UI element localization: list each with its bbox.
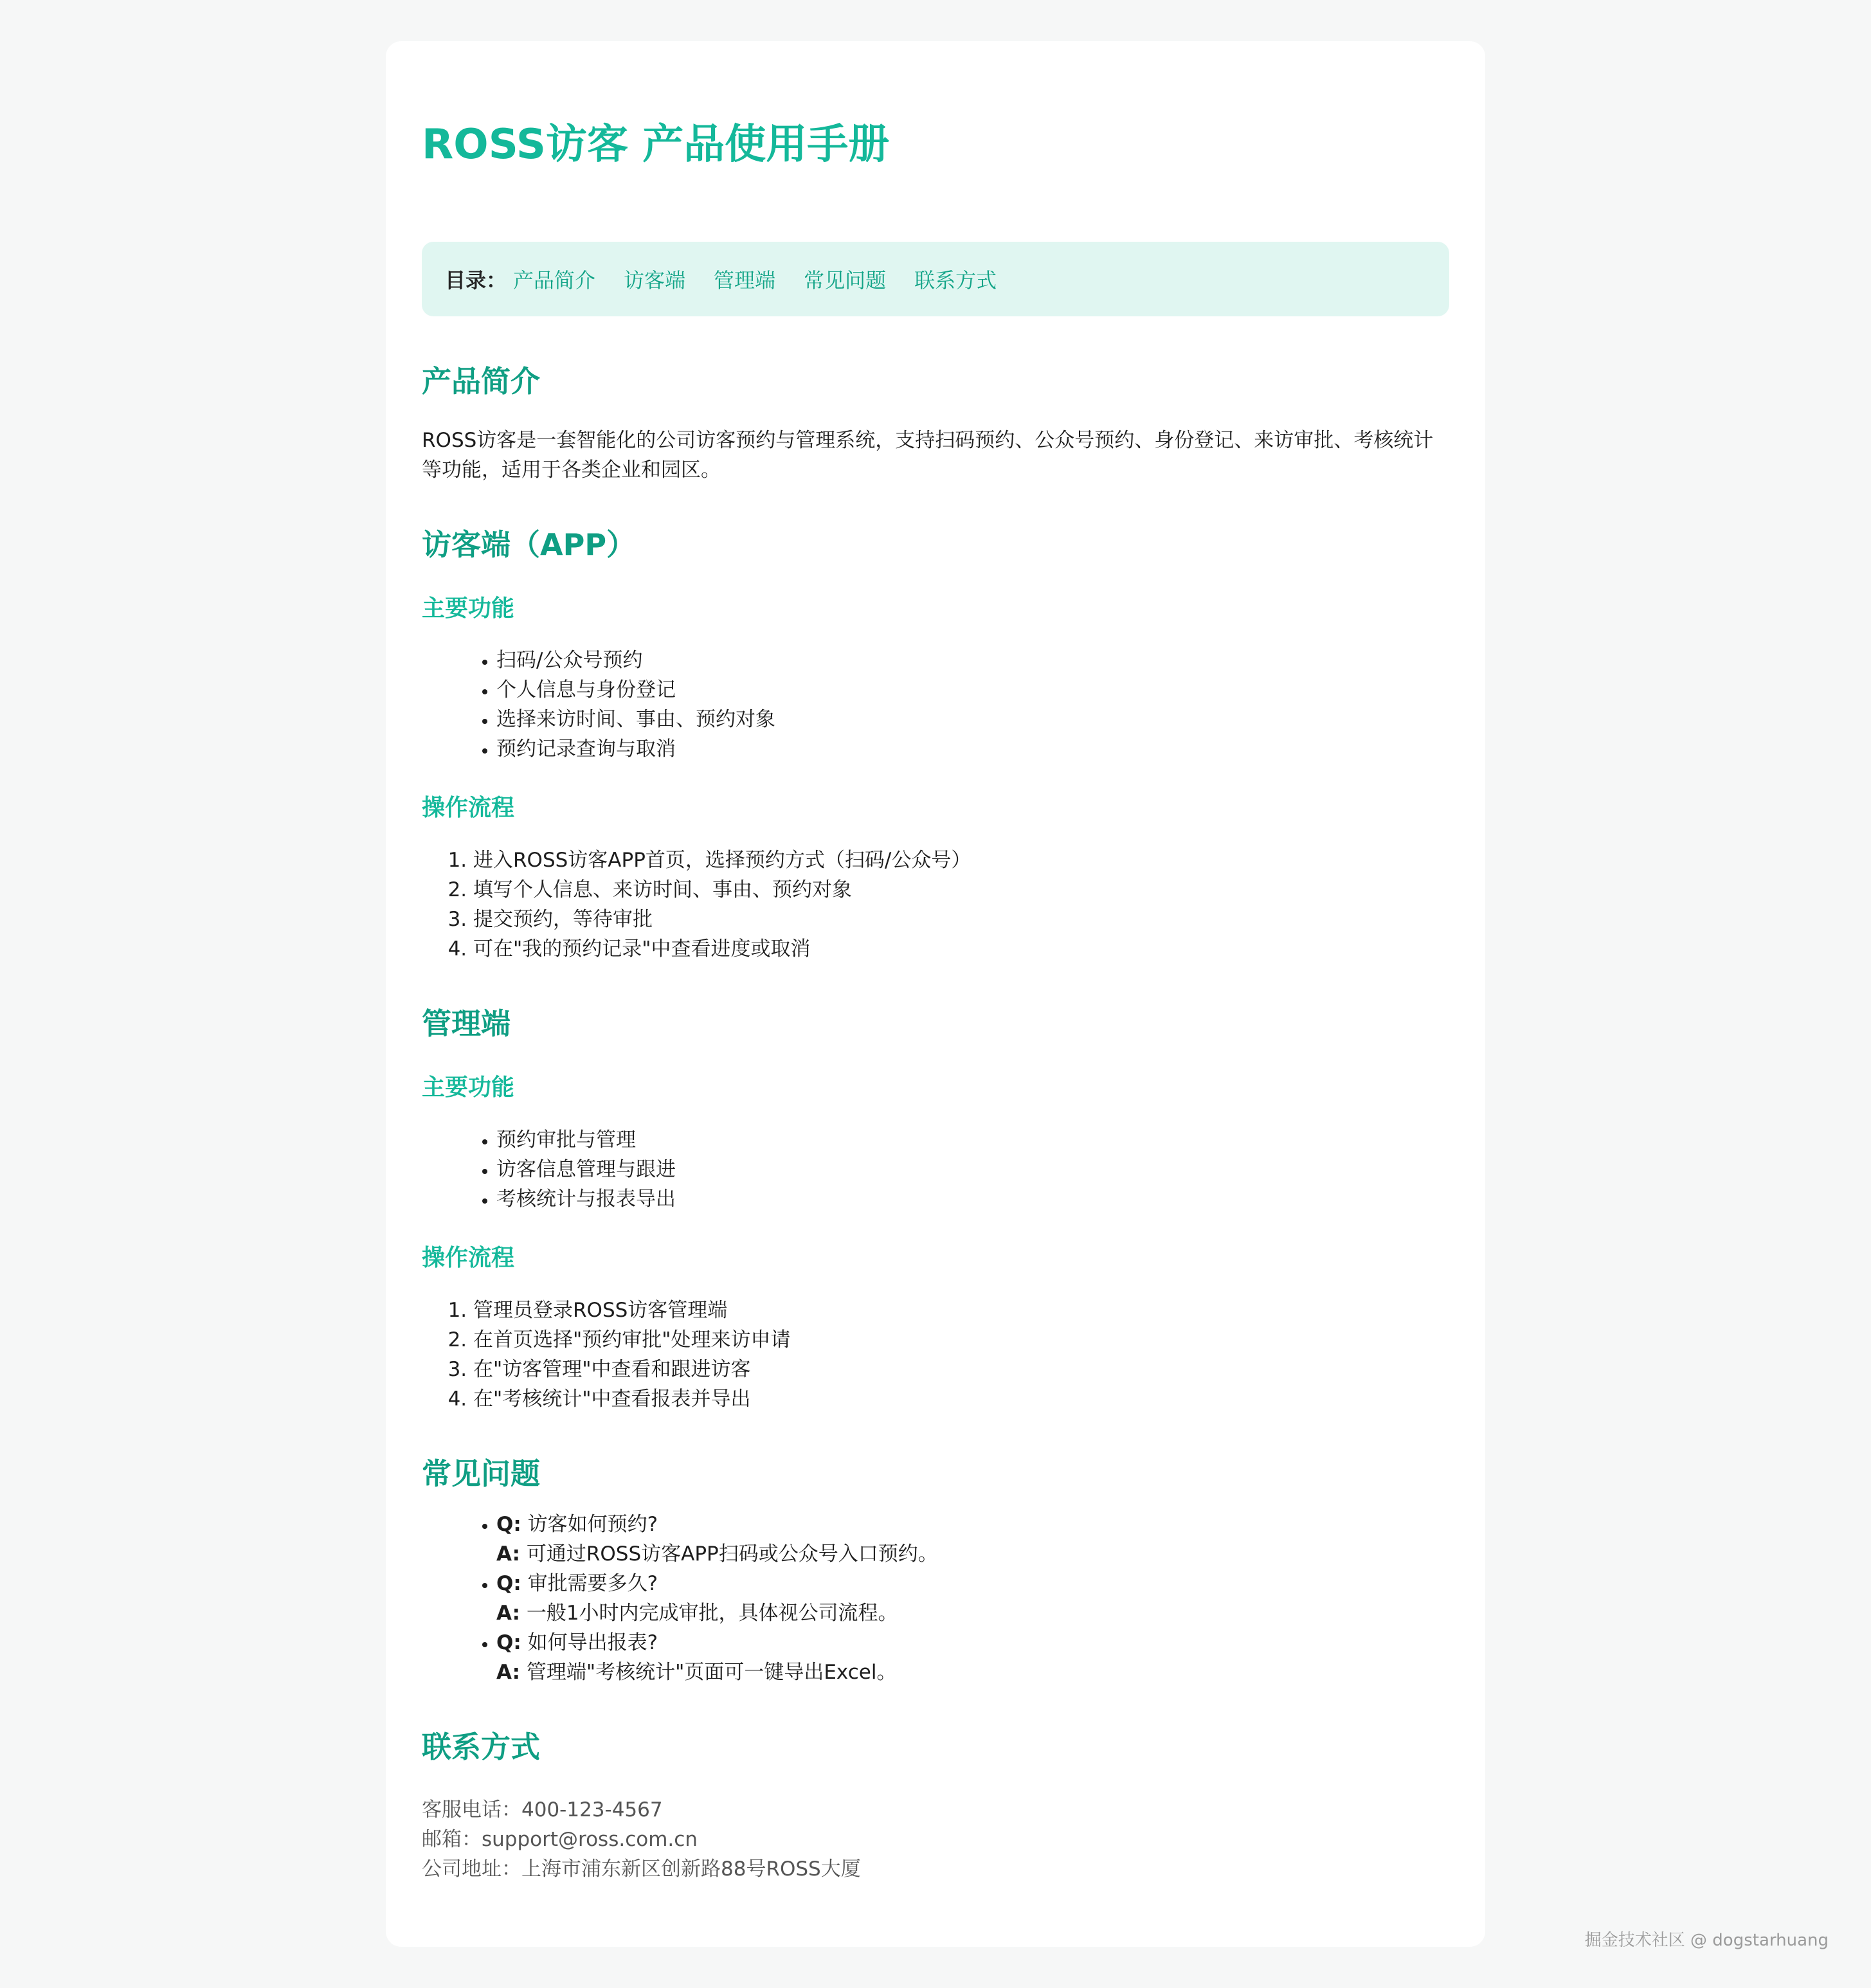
contact-address: 公司地址：上海市浦东新区创新路88号ROSS大厦	[422, 1857, 861, 1881]
contact-section	[422, 1728, 1449, 1884]
faq-list	[422, 1510, 1449, 1687]
contact-heading: 联系方式	[422, 1730, 540, 1765]
list-item: • 选择来访时间、事由、预约对象	[496, 705, 1449, 734]
admin-section	[422, 1005, 1449, 1413]
list-item: • 预约记录查询与取消	[496, 734, 1449, 764]
answer-label: A:	[496, 1542, 520, 1566]
toc-link-visitor[interactable]: 访客端	[624, 268, 686, 293]
list-item: 2. 填写个人信息、来访时间、事由、预约对象	[473, 875, 1449, 905]
intro-text: ROSS访客是一套智能化的公司访客预约与管理系统，支持扫码预约、公众号预约、身份登记、来访审批、考核统计等功能，适用于各类企业和园区。	[422, 428, 1434, 482]
question-text: 访客如何预约?	[527, 1513, 658, 1537]
toc-link-faq[interactable]: 常见问题	[804, 268, 887, 293]
toc-link-intro[interactable]: 产品简介	[513, 268, 596, 293]
list-item: • 扫码/公众号预约	[496, 646, 1449, 675]
table-of-contents	[422, 242, 1449, 316]
admin-steps-list	[422, 1296, 1449, 1414]
toc-label: 目录：	[445, 268, 507, 293]
question-text: 如何导出报表?	[527, 1631, 658, 1655]
list-item: • 访客信息管理与跟进	[496, 1155, 1449, 1184]
contact-email: 邮箱：support@ross.com.cn	[422, 1828, 698, 1852]
visitor-features-heading: 主要功能	[422, 595, 515, 622]
answer-text: 可通过ROSS访客APP扫码或公众号入口预约。	[526, 1542, 938, 1566]
question-label: Q:	[496, 1631, 521, 1655]
answer-text: 管理端"考核统计"页面可一键导出Excel。	[526, 1661, 897, 1685]
watermark: 掘金技术社区 @ dogstarhuang	[1584, 1931, 1829, 1950]
toc-link-admin[interactable]: 管理端	[714, 268, 776, 293]
question-label: Q:	[496, 1572, 521, 1596]
faq-heading: 常见问题	[422, 1456, 540, 1491]
visitor-steps-list	[422, 845, 1449, 964]
contact-phone: 客服电话：400-123-4567	[422, 1798, 663, 1822]
list-item: 1. 进入ROSS访客APP首页，选择预约方式（扫码/公众号）	[473, 845, 1449, 875]
list-item: 1. 管理员登录ROSS访客管理端	[473, 1296, 1449, 1325]
intro-heading: 产品简介	[422, 364, 540, 399]
list-item: 3. 提交预约，等待审批	[473, 905, 1449, 934]
answer-label: A:	[496, 1661, 520, 1685]
contact-info	[422, 1795, 1449, 1884]
list-item: 4. 在"考核统计"中查看报表并导出	[473, 1384, 1449, 1414]
toc-link-contact[interactable]: 联系方式	[914, 268, 997, 293]
visitor-features-list	[422, 646, 1449, 764]
question-label: Q:	[496, 1513, 521, 1537]
faq-item	[496, 1510, 1449, 1569]
list-item: 2. 在首页选择"预约审批"处理来访申请	[473, 1325, 1449, 1355]
admin-heading: 管理端	[422, 1006, 511, 1042]
visitor-heading: 访客端（APP）	[422, 527, 637, 562]
list-item: • 预约审批与管理	[496, 1125, 1449, 1155]
admin-steps-heading: 操作流程	[422, 1244, 515, 1271]
page-title: ROSS访客 产品使用手册	[422, 121, 890, 168]
manual-card	[386, 41, 1485, 1947]
admin-features-list	[422, 1125, 1449, 1214]
list-item: • 个人信息与身份登记	[496, 675, 1449, 705]
list-item: 4. 可在"我的预约记录"中查看进度或取消	[473, 934, 1449, 964]
list-item: 3. 在"访客管理"中查看和跟进访客	[473, 1355, 1449, 1384]
question-text: 审批需要多久?	[527, 1572, 658, 1596]
list-item: • 考核统计与报表导出	[496, 1184, 1449, 1214]
faq-item	[496, 1569, 1449, 1628]
faq-item	[496, 1628, 1449, 1687]
visitor-section	[422, 526, 1449, 964]
answer-label: A:	[496, 1602, 520, 1625]
answer-text: 一般1小时内完成审批，具体视公司流程。	[526, 1602, 898, 1625]
faq-section	[422, 1455, 1449, 1688]
admin-features-heading: 主要功能	[422, 1074, 515, 1101]
visitor-steps-heading: 操作流程	[422, 795, 515, 822]
intro-section	[422, 363, 1449, 485]
